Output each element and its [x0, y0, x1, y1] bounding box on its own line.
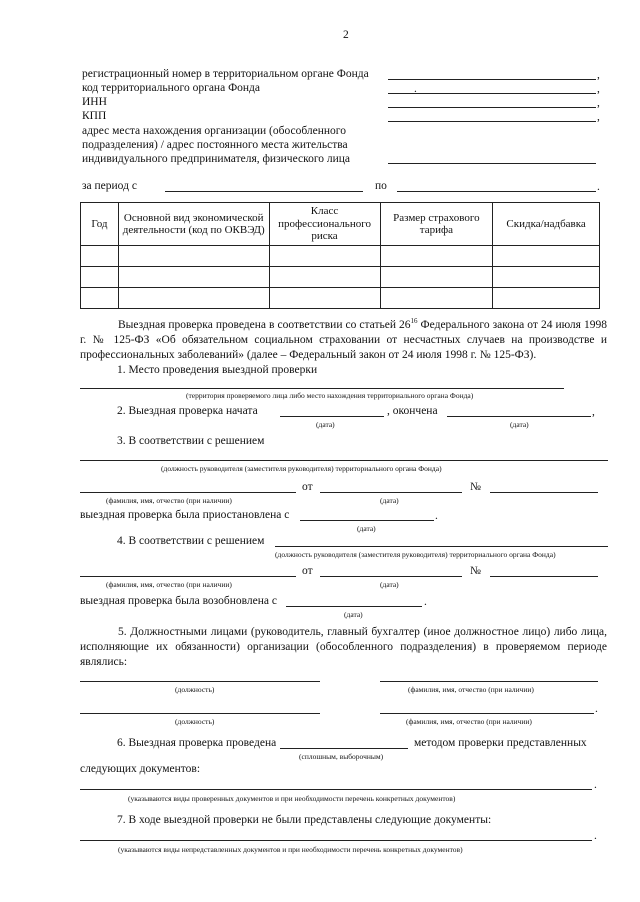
- s5-position-field-1[interactable]: [80, 681, 320, 682]
- s7-label: 7. В ходе выездной проверки не были представлены следующие документы:: [117, 814, 492, 826]
- s3-date-hint-2: (дата): [357, 524, 376, 533]
- s1-hint: (территория проверяемого лица либо место нахождения территориального органа Фонда): [186, 391, 474, 400]
- fund-code-field[interactable]: [388, 93, 596, 94]
- s4-label: 4. В соответствии с решением: [117, 535, 265, 547]
- s5-text: 5. Должностными лицами (руководитель, главный бухгалтер (иное должностное лицо) либо лица, исполняющие их обязанности) организации (обособленного подразделения) в проверяемом периоде являлись:: [80, 626, 607, 668]
- s6-label: 6. Выездная проверка проведена: [117, 737, 277, 749]
- table-header-row: [81, 203, 600, 246]
- table-cell[interactable]: [380, 288, 493, 309]
- table-cell[interactable]: [493, 267, 600, 288]
- comma: ,: [597, 97, 600, 109]
- table-cell[interactable]: [380, 246, 493, 267]
- period-dot: .: [597, 181, 600, 193]
- table-cell[interactable]: [493, 288, 600, 309]
- page-number: 2: [343, 29, 349, 41]
- address-label-2: подразделения) / адрес постоянного места жительства: [82, 139, 348, 151]
- col-header-activity: Основной вид экономической деятельности (код по ОКВЭД): [118, 203, 269, 246]
- s2-date-hint-1: (дата): [316, 420, 335, 429]
- s2-ended-label: , окончена: [387, 405, 438, 417]
- reg-number-label: регистрационный номер в территориальном органе Фонда: [82, 68, 369, 80]
- table-cell[interactable]: [118, 288, 269, 309]
- table-cell[interactable]: [81, 288, 119, 309]
- s4-fio-hint: (фамилия, имя, отчество (при наличии): [106, 580, 232, 589]
- table-cell[interactable]: [118, 246, 269, 267]
- s4-fio-field[interactable]: [80, 576, 296, 577]
- reg-number-field[interactable]: [388, 79, 596, 80]
- table-cell[interactable]: [380, 267, 493, 288]
- s4-date-hint-2: (дата): [344, 610, 363, 619]
- inn-field[interactable]: [388, 107, 596, 108]
- s3-fio-hint: (фамилия, имя, отчество (при наличии): [106, 496, 232, 505]
- s3-label: 3. В соответствии с решением: [117, 435, 265, 447]
- address-label-3: индивидуального предпринимателя, физического лица: [82, 153, 351, 165]
- s2-start-date-field[interactable]: [280, 416, 384, 417]
- table-cell[interactable]: [81, 246, 119, 267]
- s3-number-field[interactable]: [490, 492, 598, 493]
- address-label-1: адрес места нахождения организации (обособленного: [82, 125, 346, 137]
- s6-method-label: методом проверки представленных: [414, 737, 587, 749]
- comma: ,: [597, 69, 600, 81]
- col-header-risk-class: Класс профессионального риска: [269, 203, 380, 246]
- table-cell[interactable]: [81, 267, 119, 288]
- table-cell[interactable]: [118, 267, 269, 288]
- s4-ot-label: от: [302, 565, 313, 577]
- intro-text-1: Выездная проверка проведена в соответствии со статьей 26: [118, 319, 411, 331]
- table-cell[interactable]: [269, 246, 380, 267]
- s2-date-hint-2: (дата): [510, 420, 529, 429]
- s4-date-hint: (дата): [380, 580, 399, 589]
- address-field[interactable]: [388, 163, 596, 164]
- s6-line2: следующих документов:: [80, 763, 201, 775]
- s3-fio-field[interactable]: [80, 492, 296, 493]
- table-cell[interactable]: [493, 246, 600, 267]
- dot: .: [594, 779, 597, 791]
- s7-documents-field[interactable]: [80, 840, 592, 841]
- dot: .: [424, 596, 427, 608]
- s2-label: 2. Выездная проверка начата: [117, 405, 258, 417]
- s7-hint: (указываются виды непредставленных документов и при необходимости перечень конкретных документов): [118, 845, 463, 854]
- dot: .: [594, 830, 597, 842]
- comma: ,: [592, 406, 595, 418]
- table-row: [81, 246, 600, 267]
- s3-position-field[interactable]: [80, 460, 608, 461]
- col-header-discount: Скидка/надбавка: [493, 203, 600, 246]
- s5-fio-field-2[interactable]: [380, 713, 594, 714]
- s4-date-field[interactable]: [320, 576, 462, 577]
- inn-label: ИНН: [82, 96, 107, 108]
- period-from-field[interactable]: [165, 191, 363, 192]
- s4-resumed-label: выездная проверка была возобновлена с: [80, 595, 278, 607]
- s3-date-field[interactable]: [320, 492, 462, 493]
- s6-hint: (указываются виды проверенных документов и при необходимости перечень конкретных документов): [128, 794, 456, 803]
- intro-text-2: Федерального закона от 24 июля 1998 г. № 125-ФЗ «Об обязательном социальном страховании от несчастных случаев на производстве и профессиональных заболеваний» (далее – Федеральный закон от 24 июля 1998 г. № 125-ФЗ).: [80, 319, 607, 361]
- s5-position-hint-2: (должность): [175, 717, 215, 726]
- s4-position-hint: (должность руководителя (заместителя руководителя) территориального органа Фонда): [275, 550, 556, 559]
- fund-code-dot: .: [414, 83, 417, 95]
- s5-fio-hint-2: (фамилия, имя, отчество (при наличии): [406, 717, 532, 726]
- s4-number-field[interactable]: [490, 576, 598, 577]
- s1-label: 1. Место проведения выездной проверки: [117, 364, 318, 376]
- period-to-label: по: [375, 180, 387, 192]
- s5-position-field-2[interactable]: [80, 713, 320, 714]
- s6-method-hint: (сплошным, выборочным): [299, 752, 384, 761]
- table-row: [81, 267, 600, 288]
- comma: ,: [597, 111, 600, 123]
- s3-ot-label: от: [302, 481, 313, 493]
- kpp-field[interactable]: [388, 121, 596, 122]
- dot: .: [595, 703, 598, 715]
- s2-end-date-field[interactable]: [447, 416, 591, 417]
- kpp-label: КПП: [82, 110, 107, 122]
- s4-resumed-date-field[interactable]: [286, 606, 422, 607]
- table-row: [81, 288, 600, 309]
- s6-documents-field[interactable]: [80, 789, 592, 790]
- col-header-year: Год: [81, 203, 119, 246]
- tariff-table: [80, 202, 600, 309]
- table-cell[interactable]: [269, 288, 380, 309]
- s3-suspended-label: выездная проверка была приостановлена с: [80, 509, 290, 521]
- fund-code-label: код территориального органа Фонда: [82, 82, 261, 94]
- s3-date-hint: (дата): [380, 496, 399, 505]
- s3-no-label: №: [470, 481, 481, 493]
- dot: .: [435, 510, 438, 522]
- s6-method-field[interactable]: [280, 748, 408, 749]
- s5-fio-field-1[interactable]: [380, 681, 598, 682]
- s1-place-field[interactable]: [80, 388, 564, 389]
- intro-paragraph: [80, 318, 607, 363]
- s4-position-field[interactable]: [275, 546, 608, 547]
- s5-position-hint-1: (должность): [175, 685, 215, 694]
- period-from-label: за период с: [82, 180, 137, 192]
- s3-suspended-date-field[interactable]: [300, 520, 434, 521]
- s4-no-label: №: [470, 565, 481, 577]
- intro-sup: 16: [410, 317, 418, 326]
- period-to-field[interactable]: [397, 191, 596, 192]
- comma: ,: [597, 83, 600, 95]
- col-header-tariff: Размер страхового тарифа: [380, 203, 493, 246]
- s3-position-hint: (должность руководителя (заместителя руководителя) территориального органа Фонда): [161, 464, 442, 473]
- s5-fio-hint-1: (фамилия, имя, отчество (при наличии): [408, 685, 534, 694]
- table-cell[interactable]: [269, 267, 380, 288]
